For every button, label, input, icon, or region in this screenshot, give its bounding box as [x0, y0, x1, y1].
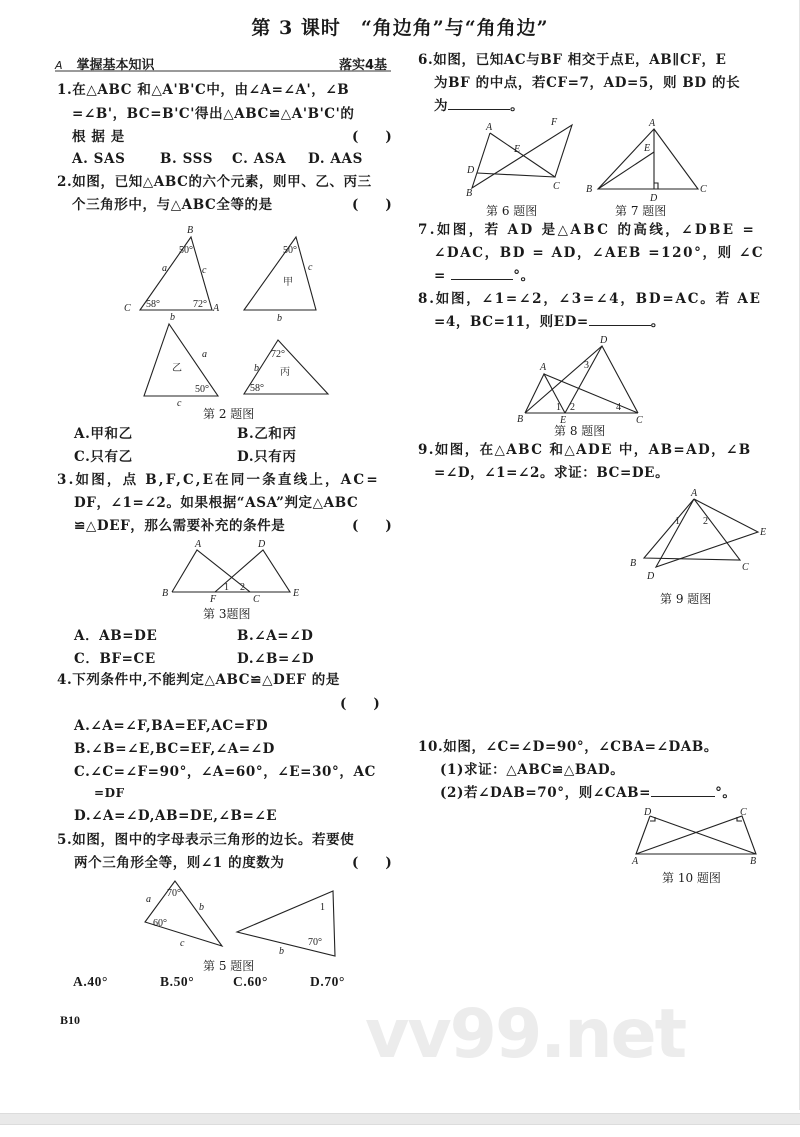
q7-line-2: ∠DAC，BD = AD，∠AEB =120°，则 ∠C	[434, 245, 765, 261]
svg-text:A: A	[213, 303, 220, 314]
watermark: vv99.net	[365, 995, 686, 1074]
svg-text:c: c	[202, 265, 207, 276]
svg-text:C: C	[740, 807, 747, 818]
page-title: 第 3 课时 “角边角”与“角角边”	[251, 17, 549, 39]
q3-option-a: A．AB=DE	[74, 628, 158, 644]
q7-line-3-prefix: =	[434, 268, 446, 284]
q4-option-c-cont: =DF	[94, 786, 125, 800]
svg-text:D: D	[600, 335, 608, 346]
svg-text:72°: 72°	[193, 299, 207, 310]
svg-text:b: b	[254, 363, 259, 374]
svg-text:c: c	[308, 262, 313, 273]
svg-text:甲: 甲	[283, 277, 293, 288]
svg-text:A: A	[540, 362, 547, 373]
q9-line-1: 9.如图，在△ABC 和△ADE 中，AB=AD，∠B	[418, 442, 752, 458]
q7-line-1: 7.如图，若 AD 是△ABC 的高线，∠DBE =	[418, 222, 757, 238]
q4-option-b: B.∠B=∠E,BC=EF,∠A=∠D	[74, 741, 275, 757]
q8-caption: 第 8 题图	[554, 424, 606, 438]
svg-text:E: E	[760, 527, 767, 538]
q6-figure	[462, 117, 572, 199]
triangle-jia	[244, 237, 316, 310]
svg-text:58°: 58°	[146, 299, 160, 310]
page-separator-bar	[0, 1113, 800, 1125]
svg-text:50°: 50°	[195, 384, 209, 395]
q3-line-2: DF，∠1=∠2。如果根据“ASA”判定△ABC	[74, 495, 359, 511]
q8-line-2-prefix: =4，BC=11，则ED=	[434, 314, 589, 330]
svg-text:A: A	[195, 539, 202, 550]
svg-text:a: a	[202, 349, 207, 360]
q6-line-1: 6.如图，已知AC与BF 相交于点E，AB∥CF，E	[418, 52, 727, 68]
q2-answer-paren[interactable]: ( )	[352, 197, 392, 213]
svg-text:D: D	[467, 165, 475, 176]
q6-answer-blank[interactable]	[448, 96, 510, 110]
q9-caption: 第 9 题图	[660, 592, 712, 606]
q5-option-c: C.60°	[233, 974, 269, 989]
svg-text:D: D	[644, 807, 652, 818]
svg-text:C: C	[124, 303, 131, 314]
q1-line-3: 根 据 是	[72, 129, 125, 145]
section-level: A	[55, 59, 63, 72]
q3-option-c: C．BF=CE	[74, 651, 156, 667]
q10-line-1: 10.如图，∠C=∠D=90°，∠CBA=∠DAB。	[418, 739, 718, 755]
q4-answer-paren[interactable]: ( )	[340, 696, 380, 712]
svg-text:1: 1	[320, 902, 325, 913]
q10-end: °。	[715, 785, 737, 801]
q2-option-d: D.只有丙	[237, 449, 297, 465]
svg-text:58°: 58°	[250, 383, 264, 394]
q9-figure	[630, 488, 767, 582]
q4-option-d: D.∠A=∠D,AB=DE,∠B=∠E	[74, 808, 278, 824]
svg-text:乙: 乙	[172, 363, 182, 374]
svg-text:F: F	[551, 117, 558, 128]
q6-line-3	[434, 96, 524, 116]
svg-text:B: B	[517, 414, 524, 425]
svg-text:F: F	[210, 594, 217, 605]
q2-line-2: 个三角形中，与△ABC全等的是	[72, 197, 273, 213]
q8-line-1: 8.如图，∠1=∠2，∠3=∠4，BD=AC。若 AE	[418, 291, 762, 307]
q7-figure	[586, 118, 707, 204]
q5-option-a: A.40°	[73, 974, 109, 989]
svg-text:3: 3	[584, 360, 589, 371]
q5-option-d: D.70°	[310, 974, 346, 989]
q2-option-c: C.只有乙	[74, 449, 133, 465]
q10-line-2: (1)求证：△ABC≌△BAD。	[440, 762, 625, 778]
q8-line-2	[434, 312, 665, 332]
svg-text:A: A	[691, 488, 698, 499]
svg-text:b: b	[199, 902, 204, 913]
q10-figure	[632, 807, 757, 867]
q5-caption: 第 5 题图	[203, 959, 255, 973]
q5-line-1: 5.如图，图中的字母表示三角形的边长。若要使	[57, 832, 355, 848]
svg-text:B: B	[466, 188, 473, 199]
svg-text:2: 2	[240, 582, 245, 593]
q6-line-3-prefix: 为	[434, 98, 449, 114]
svg-text:B: B	[162, 588, 169, 599]
svg-text:70°: 70°	[308, 937, 322, 948]
q7-caption: 第 7 题图	[615, 204, 667, 218]
q1-option-c: C. ASA	[232, 151, 287, 167]
q10-line-3-prefix: (2)若∠DAB=70°，则∠CAB=	[440, 785, 652, 801]
q2-line-1: 2.如图，已知△ABC的六个元素，则甲、乙、丙三	[57, 174, 372, 190]
svg-text:1: 1	[675, 516, 680, 527]
q8-figure	[517, 335, 645, 426]
q10-answer-blank[interactable]	[651, 783, 715, 797]
q3-caption: 第 3题图	[203, 607, 251, 621]
svg-text:50°: 50°	[179, 245, 193, 256]
svg-text:c: c	[177, 398, 182, 409]
q1-line-1: 1.在△ABC 和△A'B'C中，由∠A=∠A'，∠B	[57, 82, 350, 98]
q10-line-3	[440, 783, 737, 803]
section-header	[55, 54, 391, 72]
svg-text:B: B	[586, 184, 593, 195]
svg-text:C: C	[636, 415, 643, 426]
q3-line-3: ≌△DEF，那么需要补充的条件是	[74, 518, 286, 534]
q5-answer-paren[interactable]: ( )	[352, 855, 392, 871]
svg-text:E: E	[644, 143, 651, 154]
q5-option-b: B.50°	[160, 974, 195, 989]
q7-answer-blank[interactable]	[451, 266, 513, 280]
svg-text:b: b	[279, 946, 284, 957]
q8-end: 。	[650, 314, 665, 330]
svg-text:C: C	[253, 594, 260, 605]
svg-text:A: A	[486, 122, 493, 133]
svg-text:2: 2	[570, 402, 575, 413]
svg-text:1: 1	[556, 402, 561, 413]
q3-answer-paren[interactable]: ( )	[352, 518, 392, 534]
q1-option-d: D. AAS	[308, 151, 363, 167]
q3-option-d: D.∠B=∠D	[237, 651, 315, 667]
svg-text:C: C	[553, 181, 560, 192]
svg-text:B: B	[630, 558, 637, 569]
svg-text:E: E	[514, 144, 521, 155]
svg-text:72°: 72°	[271, 349, 285, 360]
q4-option-a: A.∠A=∠F,BA=EF,AC=FD	[74, 718, 269, 734]
q1-option-a: A. SAS	[72, 151, 126, 167]
svg-text:a: a	[162, 263, 167, 274]
q10-caption: 第 10 题图	[662, 871, 721, 885]
q8-answer-blank[interactable]	[589, 312, 651, 326]
q6-caption: 第 6 题图	[486, 204, 538, 218]
svg-text:60°: 60°	[153, 918, 167, 929]
q5-line-2: 两个三角形全等，则∠1 的度数为	[74, 855, 285, 871]
q4-line-1: 4.下列条件中,不能判定△ABC≌△DEF 的是	[57, 672, 340, 688]
svg-text:E: E	[560, 415, 567, 426]
svg-text:C: C	[700, 184, 707, 195]
svg-text:c: c	[180, 938, 185, 949]
q3-option-b: B.∠A=∠D	[237, 628, 314, 644]
q1-line-2: =∠B'，BC=B'C'得出△ABC≌△A'B'C'的	[72, 106, 355, 122]
svg-text:1: 1	[224, 582, 229, 593]
svg-text:A: A	[632, 856, 639, 867]
svg-text:丙: 丙	[280, 367, 290, 378]
section-right-label: 落实4基	[338, 58, 387, 73]
q2-option-b: B.乙和丙	[237, 426, 297, 442]
svg-text:D: D	[258, 539, 266, 550]
svg-text:D: D	[647, 571, 655, 582]
q2-option-a: A.甲和乙	[74, 426, 133, 442]
svg-text:C: C	[742, 562, 749, 573]
svg-text:D: D	[650, 193, 658, 204]
section-label: 掌握基本知识	[76, 58, 155, 73]
svg-text:2: 2	[703, 516, 708, 527]
q3-line-1: 3.如图，点 B,F,C,E在同一条直线上，AC=	[57, 472, 380, 488]
svg-text:b: b	[170, 312, 175, 323]
svg-text:E: E	[293, 588, 300, 599]
q1-answer-paren[interactable]: ( )	[352, 129, 392, 145]
svg-text:B: B	[750, 856, 757, 867]
q7-line-3	[434, 266, 535, 286]
page-code: B10	[60, 1013, 81, 1027]
q1-option-b: B. SSS	[160, 151, 214, 167]
q6-line-2: 为BF 的中点，若CF=7，AD=5，则 BD 的长	[434, 75, 741, 91]
svg-text:a: a	[146, 894, 151, 905]
q4-option-c: C.∠C=∠F=90°，∠A=60°，∠E=30°，AC	[74, 764, 376, 780]
q6-end: 。	[510, 98, 525, 114]
svg-text:50°: 50°	[283, 245, 297, 256]
q9-line-2: =∠D，∠1=∠2。求证：BC=DE。	[434, 465, 670, 481]
q2-caption: 第 2 题图	[203, 407, 255, 421]
q3-figure	[160, 540, 310, 605]
svg-text:b: b	[277, 313, 282, 324]
svg-text:4: 4	[616, 402, 621, 413]
svg-text:A: A	[649, 118, 656, 129]
svg-text:B: B	[187, 225, 194, 236]
q5-figure	[140, 878, 340, 957]
svg-text:70°: 70°	[167, 888, 181, 899]
q7-end: °。	[513, 268, 535, 284]
q2-figure	[120, 225, 350, 409]
